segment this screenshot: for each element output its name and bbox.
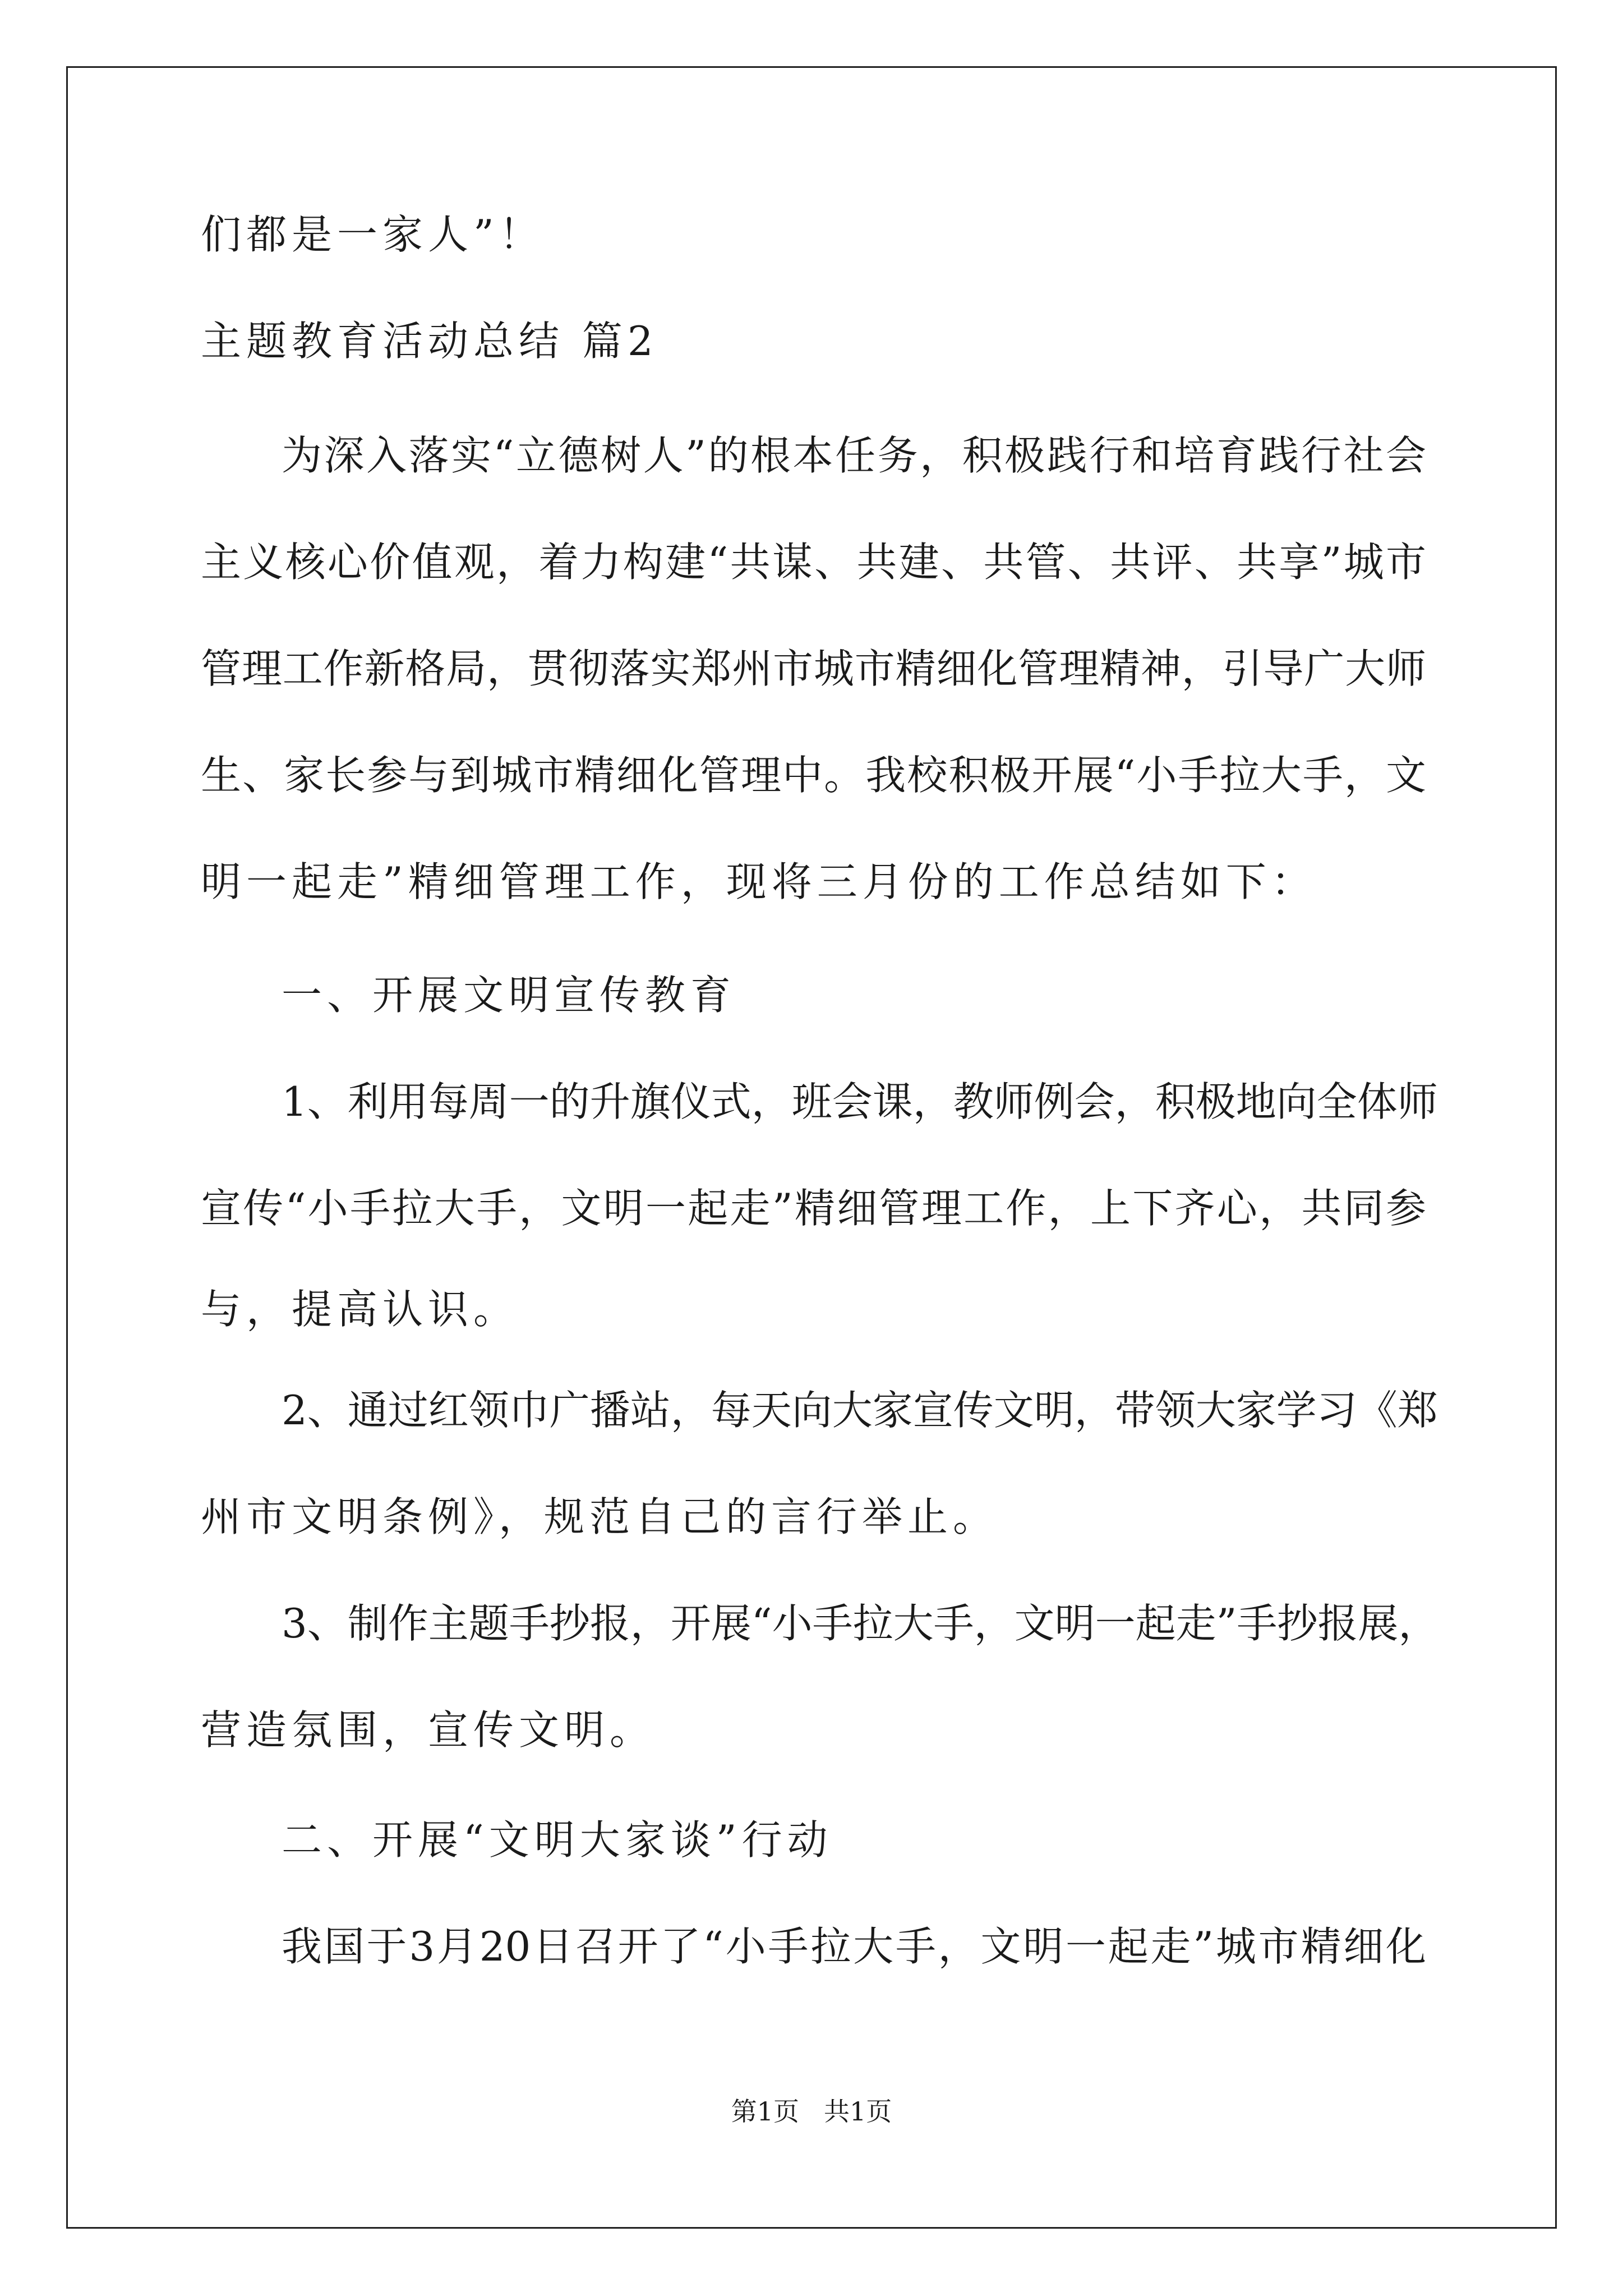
text-line: 们都是一家人”！	[201, 211, 545, 258]
text-line: 3、制作主题手抄报，开展“小手拉大手，文明一起走”手抄报展，	[282, 1600, 1439, 1647]
text-line: 营造氛围，宣传文明。	[201, 1706, 656, 1754]
text-line: 明一起走”精细管理工作，现将三月份的工作总结如下：	[201, 858, 1317, 905]
text-line: 二、开展“文明大家谈”行动	[282, 1816, 833, 1864]
text-line: 主义核心价值观，着力构建“共谋、共建、共管、共评、共享”城市	[201, 539, 1426, 586]
text-line: 生、家长参与到城市精细化管理中。我校积极开展“小手拉大手，文	[201, 752, 1426, 799]
text-line: 州市文明条例》，规范自己的言行举止。	[201, 1493, 999, 1540]
page-border	[66, 66, 1557, 2229]
text-line: 宣传“小手拉大手，文明一起走”精细管理工作，上下齐心，共同参	[201, 1185, 1426, 1232]
text-line: 管理工作新格局，贯彻落实郑州市城市精细化管理精神，引导广大师	[201, 645, 1426, 692]
text-line: 我国于3月20日召开了“小手拉大手，文明一起走”城市精细化	[282, 1923, 1426, 1970]
page-number: 第1页	[731, 2096, 799, 2127]
page-total: 共1页	[824, 2096, 892, 2127]
text-line: 2、通过红领巾广播站，每天向大家宣传文明，带领大家学习《郑	[282, 1387, 1438, 1434]
text-line: 与，提高认识。	[201, 1286, 519, 1333]
text-line: 1、利用每周一的升旗仪式，班会课，教师例会，积极地向全体师	[282, 1078, 1438, 1125]
text-line: 一、开展文明宣传教育	[282, 972, 736, 1019]
page-footer	[0, 2095, 1623, 2128]
section-heading: 主题教育活动总结 篇2	[201, 318, 658, 365]
text-line: 为深入落实“立德树人”的根本任务，积极践行和培育践行社会	[282, 432, 1426, 479]
